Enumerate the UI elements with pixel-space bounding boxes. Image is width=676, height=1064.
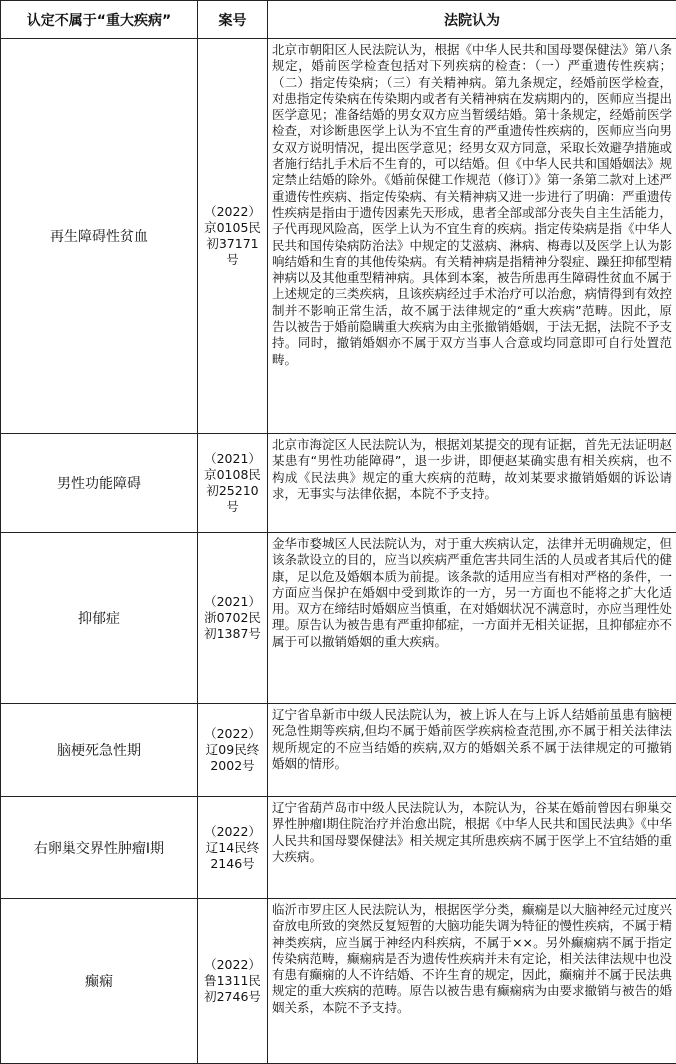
case-number-cell: （2022）鲁1311民初2746号 bbox=[198, 899, 268, 1064]
table-row bbox=[1, 434, 676, 533]
disease-cell: 右卵巢交界性肿瘤Ⅰ期 bbox=[1, 797, 198, 899]
header-opinion: 法院认为 bbox=[268, 1, 676, 39]
header-disease: 认定不属于“重大疾病” bbox=[1, 1, 198, 39]
disease-cell: 癫痫 bbox=[1, 899, 198, 1064]
court-opinion-cell: 辽宁省阜新市中级人民法院认为，被上诉人在与上诉人结婚前虽患有脑梗死急性期等疾病,但均不属于婚前医学疾病检查范围,亦不属于相关法律法规所规定的不应当结婚的疾病,双方的婚姻关系不属于法律规定的可撤销婚姻的情形。 bbox=[268, 704, 676, 797]
case-number-cell: （2021）京0108民初25210号 bbox=[198, 434, 268, 533]
court-opinion-cell: 辽宁省葫芦岛市中级人民法院认为，本院认为，谷某在婚前曾因右卵巢交界性肿瘤Ⅰ期住院治疗并治愈出院，根据《中华人民共和国民法典》《中华人民共和国母婴保健法》相关规定其所患疾病不属于医学上不宜结婚的重大疾病。 bbox=[268, 797, 676, 899]
header-row bbox=[1, 1, 676, 39]
table-row bbox=[1, 704, 676, 797]
table-row bbox=[1, 533, 676, 704]
disease-cell: 再生障碍性贫血 bbox=[1, 39, 198, 434]
court-opinion-cell: 北京市海淀区人民法院认为，根据刘某提交的现有证据，首先无法证明赵某患有“男性功能障碍”，退一步讲，即便赵某确实患有相关疾病，也不构成《民法典》规定的重大疾病的范畴，故刘某要求撤销婚姻的诉讼请求，无事实与法律依据，本院不予支持。 bbox=[268, 434, 676, 533]
table-row bbox=[1, 899, 676, 1064]
case-number-cell: （2022）京0105民初37171号 bbox=[198, 39, 268, 434]
header-case-no: 案号 bbox=[198, 1, 268, 39]
court-opinion-cell: 金华市婺城区人民法院认为，对于重大疾病认定，法律并无明确规定，但该条款设立的目的，应当以疾病严重危害共同生活的人员或者其后代的健康，足以危及婚姻本质为前提。该条款的适用应当有相对严格的条件，一方面应当保护在婚姻中受到欺诈的一方，另一方面也不能将之扩大化适用。双方在缔结时婚姻应当慎重，在对婚姻状况不满意时，亦应当理性处理。原告认为被告患有严重抑郁症，一方面并无相关证据，且抑郁症亦不属于可以撤销婚姻的重大疾病。 bbox=[268, 533, 676, 704]
case-number-cell: （2022）辽09民终2002号 bbox=[198, 704, 268, 797]
disease-cell: 脑梗死急性期 bbox=[1, 704, 198, 797]
disease-cell: 抑郁症 bbox=[1, 533, 198, 704]
court-opinion-cell: 北京市朝阳区人民法院认为，根据《中华人民共和国母婴保健法》第八条规定，婚前医学检查包括对下列疾病的检查：（一）严重遗传性疾病；（二）指定传染病；（三）有关精神病。第九条规定，经婚前医学检查，对患指定传染病在传染期内或者有关精神病在发病期内的，医师应当提出医学意见；准备结婚的男女双方应当暂缓结婚。第十条规定，经婚前医学检查，对诊断患医学上认为不宜生育的严重遗传性疾病的，医师应当向男女双方说明情况，提出医学意见；经男女双方同意，采取长效避孕措施或者施行结扎手术后不生育的，可以结婚。但《中华人民共和国婚姻法》规定禁止结婚的除外。《婚前保健工作规范（修订）》第一条第二款对上述严重遗传性疾病、指定传染病、有关精神病又进一步进行了明确：严重遗传性疾病是指由于遗传因素先天形成，患者全部或部分丧失自主生活能力，子代再现风险高，医学上认为不宜生育的疾病。指定传染病是指《中华人民共和国传染病防治法》中规定的艾滋病、淋病、梅毒以及医学上认为影响结婚和生育的其他传染病。有关精神病是指精神分裂症、躁狂抑郁型精神病以及其他重型精神病。具体到本案，被告所患再生障碍性贫血不属于上述规定的三类疾病，且该疾病经过手术治疗可以治愈，病情得到有效控制并不影响正常生活，故不属于法律规定的“重大疾病”范畴。因此，原告以被告于婚前隐瞒重大疾病为由主张撤销婚姻，于法无据，法院不予支持。同时，撤销婚姻亦不属于双方当事人合意或均同意即可自行处置范畴。 bbox=[268, 39, 676, 434]
case-number-cell: （2022）辽14民终2146号 bbox=[198, 797, 268, 899]
disease-cell: 男性功能障碍 bbox=[1, 434, 198, 533]
table-row bbox=[1, 39, 676, 434]
case-number-cell: （2021）浙0702民初1387号 bbox=[198, 533, 268, 704]
table-row bbox=[1, 797, 676, 899]
court-opinion-cell: 临沂市罗庄区人民法院认为，根据医学分类，癫痫是以大脑神经元过度兴奋放电所致的突然反复短暂的大脑功能失调为特征的慢性疾病，不属于精神类疾病，应当属于神经内科疾病，不属于××。另外癫痫病不属于指定传染病范畴，癫痫病是否为遗传性疾病并未有定论，相关法律法规中也没有患有癫痫的人不许结婚、不许生育的规定，因此，癫痫并不属于民法典规定的重大疾病的范畴。原告以被告患有癫痫病为由要求撤销与被告的婚姻关系，本院不予支持。 bbox=[268, 899, 676, 1064]
